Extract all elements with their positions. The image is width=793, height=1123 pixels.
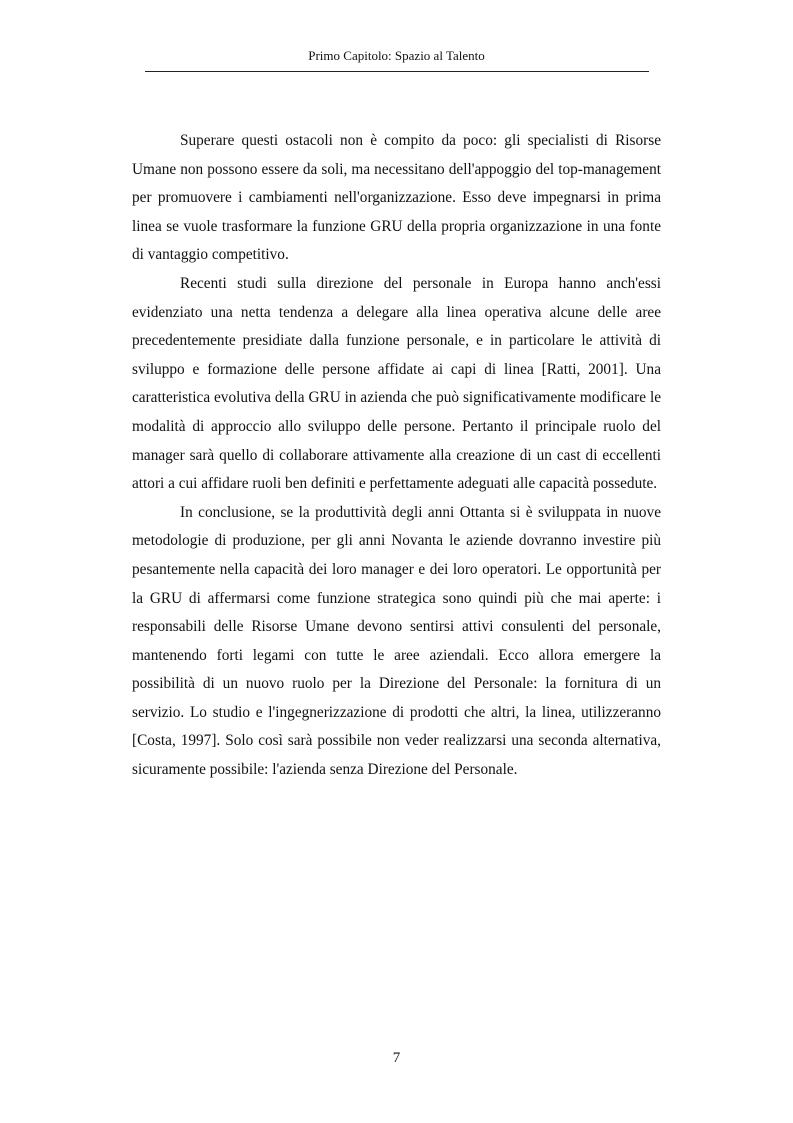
paragraph-3: In conclusione, se la produttività degli anni Ottanta si è sviluppata in nuove metodologie di produzione, per gli anni Novanta le aziende dovranno investire più pesantemente nella capacità dei loro manager e dei loro operatori. Le opportunità per la GRU di affermarsi come funzione strategica sono quindi più che mai aperte: i responsabili delle Risorse Umane devono sentirsi attivi consulenti del personale, mantenendo forti legami con tutte le aree aziendali. Ecco allora emergere la possibilità di un nuovo ruolo per la Direzione del Personale: la fornitura di un servizio. Lo studio e l'ingegnerizzazione di prodotti che altri, la linea, utilizzeranno [Costa, 1997]. Solo così sarà possibile non veder realizzarsi una seconda alternativa, sicuramente possibile: l'azienda senza Direzione del Personale. [132,503,661,779]
header-divider [145,71,649,72]
paragraph-2: Recenti studi sulla direzione del personale in Europa hanno anch'essi evidenziato una netta tendenza a delegare alla linea operativa alcune delle aree precedentemente presidiate dalla funzione personale, e in particolare le attività di sviluppo e formazione delle persone affidate ai capi di linea [Ratti, 2001]. Una caratteristica evolutiva della GRU in azienda che può significativamente modificare le modalità di approccio allo sviluppo delle persone. Pertanto il principale ruolo del manager sarà quello di collaborare attivamente alla creazione di un cast di eccellenti attori a cui affidare ruoli ben definiti e perfettamente adeguati alle capacità possedute. [132,274,661,493]
page-number: 7 [392,1050,401,1066]
paragraph-1: Superare questi ostacoli non è compito da poco: gli specialisti di Risorse Umane non possono essere da soli, ma necessitano dell'appoggio del top-management per promuovere i cambiamenti nell'organizzazione. Esso deve impegnarsi in prima linea se vuole trasformare la funzione GRU della propria organizzazione in una fonte di vantaggio competitivo. [132,132,661,264]
body-text [132,127,661,785]
running-header: Primo Capitolo: Spazio al Talento [308,48,485,63]
